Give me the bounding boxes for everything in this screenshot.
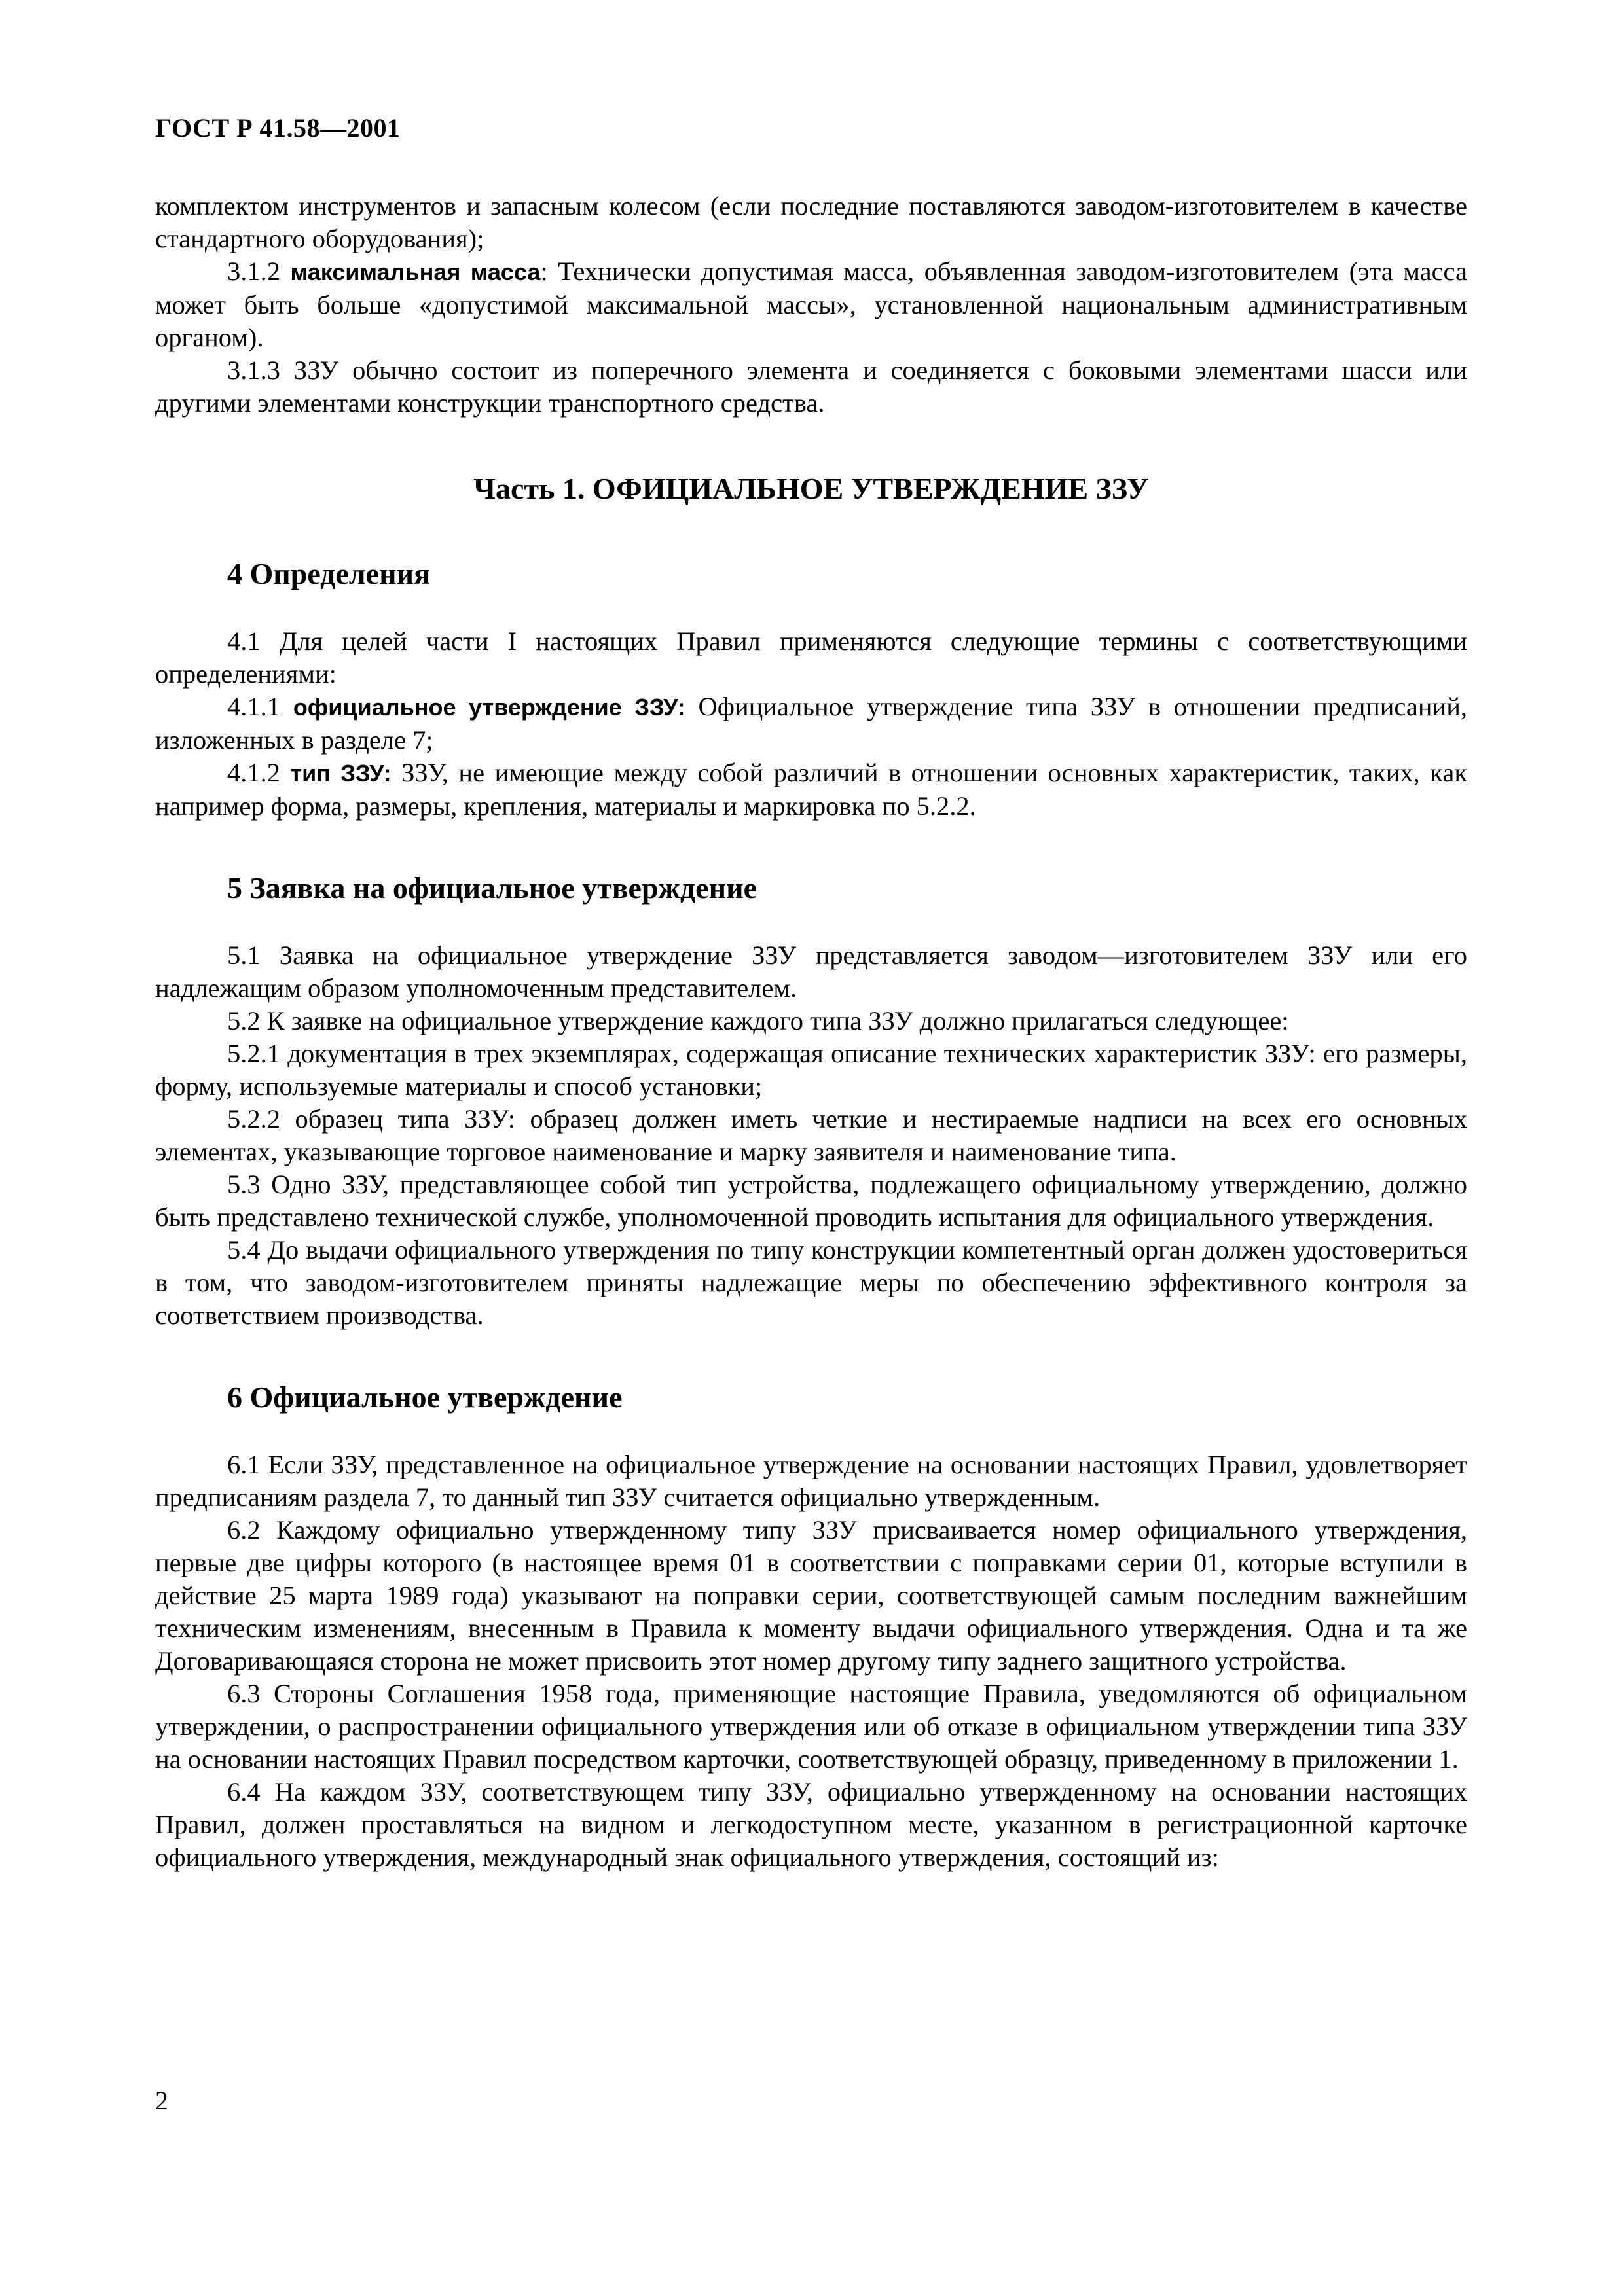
clause-5-2-1: 5.2.1 документация в трех экземплярах, содержащая описание технических характеристик ЗЗУ: его размеры, форму, используемые материалы и способ установки;	[155, 1039, 1467, 1101]
continuation-paragraph: комплектом инструментов и запасным колесом (если последние поставляются заводом-изготовителем в качестве стандартного оборудования);	[155, 191, 1467, 253]
clause-4-1-2	[155, 757, 1467, 823]
clause-5-1: 5.1 Заявка на официальное утверждение ЗЗУ представляется заводом—изготовителем ЗЗУ или его надлежащим образом уполномоченным представителем.	[155, 941, 1467, 1003]
clause-5-2: 5.2 К заявке на официальное утверждение каждого типа ЗЗУ должно прилагаться следующее:	[227, 1006, 1289, 1035]
clause-4-1-1	[155, 691, 1467, 757]
clause-number: 4.1.1	[227, 692, 293, 721]
section-5-title: 5 Заявка на официальное утверждение	[227, 871, 757, 905]
document-header: ГОСТ Р 41.58—2001	[155, 113, 401, 143]
clause-6-4: 6.4 На каждом ЗЗУ, соответствующем типу ЗЗУ, официально утвержденному на основании настоящих Правил, должен проставляться на видном и легкодоступном месте, указанном в регистрационной карточке официального утверждения, международный знак официального утверждения, состоящий из:	[155, 1777, 1467, 1872]
clause-4-1: 4.1 Для целей части I настоящих Правил применяются следующие термины с соответствующими определениями:	[155, 626, 1467, 689]
clause-text: : Технически допустимая масса, объявленная заводом-изготовителем (эта масса может быть больше «допустимой максимальной массы», установленной национальным административным органом).	[155, 257, 1468, 352]
clause-6-1: 6.1 Если ЗЗУ, представленное на официальное утверждение на основании настоящих Правил, удовлетворяет предписаниям раздела 7, то данный тип ЗЗУ считается официально утвержденным.	[155, 1450, 1467, 1512]
section-4-title: 4 Определения	[227, 557, 430, 590]
clause-5-3: 5.3 Одно ЗЗУ, представляющее собой тип устройства, подлежащего официальному утверждению, должно быть представлено технической службе, уполномоченной проводить испытания для официального утверждения.	[155, 1170, 1467, 1232]
clause-6-3: 6.3 Стороны Соглашения 1958 года, применяющие настоящие Правила, уведомляются об официальном утверждении, о распространении официального утверждения или об отказе в официальном утверждении типа ЗЗУ на основании настоящих Правил посредством карточки, соответствующей образцу, приведенному в приложении 1.	[155, 1679, 1467, 1774]
clause-5-4: 5.4 До выдачи официального утверждения по типу конструкции компетентный орган должен удостовериться в том, что заводом-изготовителем приняты надлежащие меры по обеспечению эффективного контроля за соответствием производства.	[155, 1235, 1467, 1330]
clause-3-1-3: 3.1.3 ЗЗУ обычно состоит из поперечного элемента и соединяется с боковыми элементами шасси или другими элементами конструкции транспортного средства.	[155, 355, 1467, 418]
clause-number: 3.1.2	[227, 257, 291, 286]
page-number: 2	[155, 2086, 168, 2115]
clause-text: ЗЗУ, не имеющие между собой различий в отношении основных характеристик, таких, как например форма, размеры, крепления, материалы и маркировка по 5.2.2.	[155, 758, 1468, 821]
term-max-mass: максимальная масса	[290, 259, 541, 285]
clause-6-2: 6.2 Каждому официально утвержденному типу ЗЗУ присваивается номер официального утверждения, первые две цифры которого (в настоящее время 01 в соответствии с поправками серии 01, которые вступили в действие 25 марта 1989 года) указывают на поправки серии, соответствующей самым последним важнейшим техническим изменениям, внесенным в Правила к моменту выдачи официального утверждения. Одна и та же Договаривающаяся сторона не может присвоить этот номер другому типу заднего защитного устройства.	[155, 1515, 1467, 1676]
term-approval: официальное утверждение ЗЗУ:	[293, 694, 685, 721]
clause-text: Официальное утверждение типа ЗЗУ в отношении предписаний, изложенных в разделе 7;	[155, 692, 1468, 755]
part-1-title: Часть 1. ОФИЦИАЛЬНОЕ УТВЕРЖДЕНИЕ ЗЗУ	[473, 472, 1149, 505]
term-type: тип ЗЗУ:	[290, 760, 392, 787]
clause-number: 4.1.2	[227, 758, 291, 787]
section-6-title: 6 Официальное утверждение	[227, 1380, 623, 1414]
clause-3-1-2	[155, 255, 1467, 354]
clause-5-2-2: 5.2.2 образец типа ЗЗУ: образец должен иметь четкие и нестираемые надписи на всех его основных элементах, указывающие торговое наименование и марку заявителя и наименование типа.	[155, 1104, 1467, 1166]
document-body	[155, 190, 1467, 1874]
